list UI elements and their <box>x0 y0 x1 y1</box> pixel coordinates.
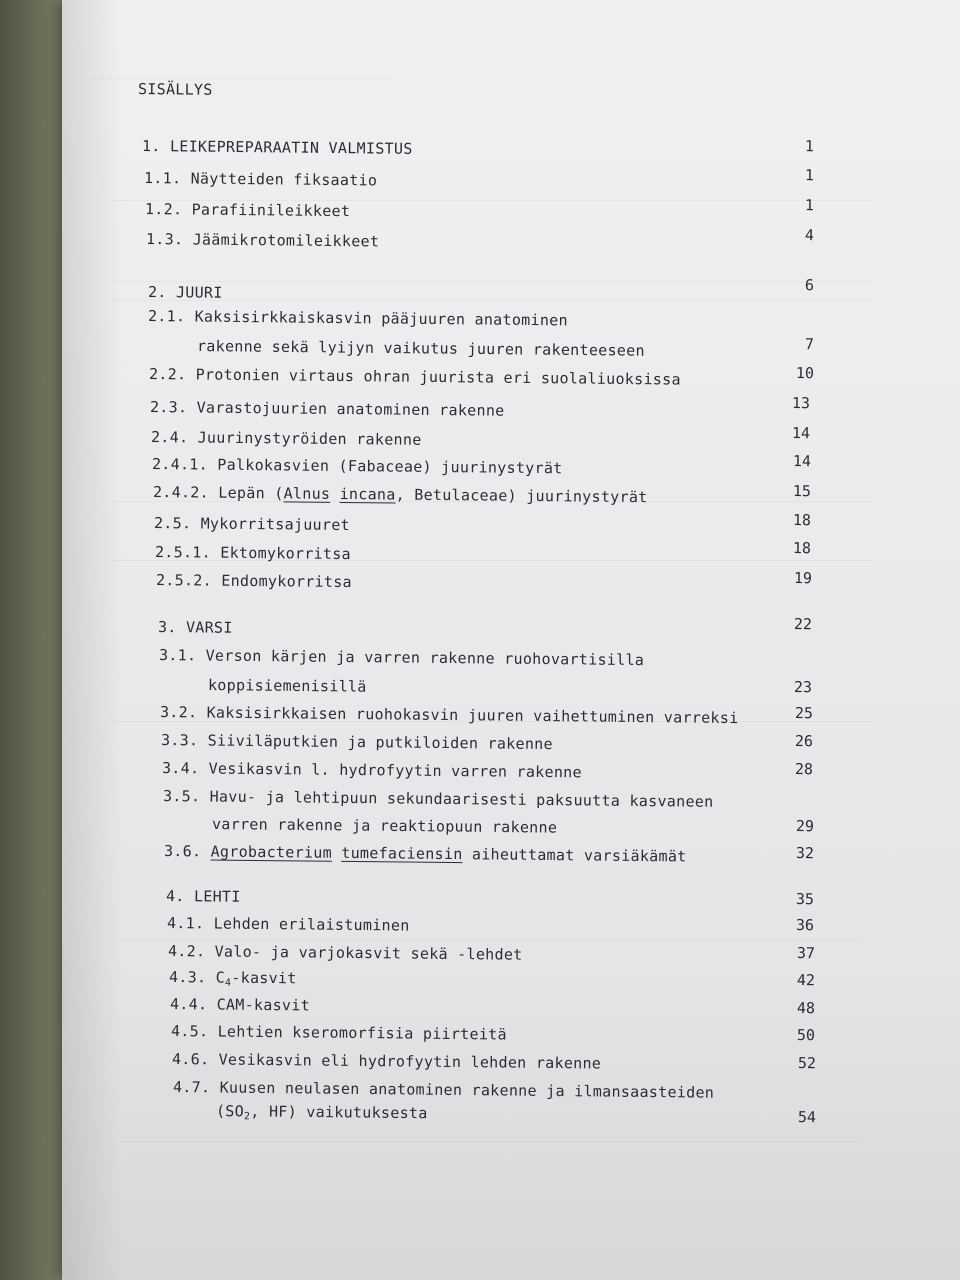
toc-page-number: 29 <box>795 817 814 836</box>
toc-entry-text: 4.6. Vesikasvin eli hydrofyytin lehden rakenne <box>171 1050 602 1073</box>
toc-entry-text: 2.2. Protonien virtaus ohran juurista eri suolaliuoksissa <box>148 365 681 389</box>
toc-entry-text: 4.1. Lehden erilaistuminen <box>166 914 410 935</box>
toc-entry-text: 3.4. Vesikasvin l. hydrofyytin varren rakenne <box>161 759 582 782</box>
toc-page-number: 7 <box>804 335 815 354</box>
taxon-name: Agrobacterium <box>210 842 333 862</box>
taxon-name: Alnus <box>283 484 331 503</box>
toc-entry-text: 3.3. Siiviläputkien ja putkiloiden rakenne <box>160 731 553 754</box>
toc-entry-text: 3.2. Kaksisirkkaisen ruohokasvin juuren vaihettuminen varreksi <box>159 703 739 728</box>
toc-entry-text: 1. LEIKEPREPARAATIN VALMISTUS <box>141 137 413 158</box>
toc-page-number: 10 <box>795 364 815 383</box>
toc-entry <box>156 571 352 591</box>
toc-page-number: 54 <box>797 1108 816 1127</box>
toc-entry <box>212 815 557 837</box>
toc-page-number: 14 <box>792 424 811 443</box>
taxon-name: incana <box>339 484 396 504</box>
toc-page-number: 26 <box>794 732 813 751</box>
toc-entry-text <box>330 485 340 503</box>
toc-entry <box>146 230 379 250</box>
toc-entry-text: -kasvit <box>231 968 297 988</box>
toc-page-number: 36 <box>796 916 815 935</box>
toc-entry <box>148 283 223 302</box>
toc-entry <box>167 914 410 935</box>
toc-entry-text: rakenne sekä lyijyn vaikutus juuren rakenteeseen <box>196 337 645 360</box>
toc-entry-text: 2.5. Mykorritsajuuret <box>153 514 351 535</box>
toc-page-number: 50 <box>797 1026 816 1045</box>
toc-page-number: 19 <box>793 569 812 588</box>
toc-page-number: 23 <box>794 678 813 697</box>
toc-entry-text: 2.3. Varastojuurien anatominen rakenne <box>149 398 505 420</box>
toc-page-number: 1 <box>804 196 815 215</box>
toc-entry <box>208 676 367 696</box>
subscript: 4 <box>224 977 232 989</box>
toc-heading: SISÄLLYS <box>137 80 213 99</box>
toc-entry-text: varren rakenne ja reaktiopuun rakenne <box>211 815 558 837</box>
toc-entry-text: 1.3. Jäämikrotomileikkeet <box>145 230 380 251</box>
toc-entry-text: 3.1. Verson kärjen ja varren rakenne ruohovartisilla <box>158 646 645 670</box>
toc-entry-text: 2. JUURI <box>147 283 223 302</box>
toc-page-number: 35 <box>795 890 815 909</box>
toc-entry <box>171 1022 507 1044</box>
toc-entry <box>153 483 648 506</box>
toc-page-number: 32 <box>795 844 814 863</box>
toc-entry <box>216 1102 428 1124</box>
subscript: 2 <box>243 1111 251 1123</box>
toc-page-number: 14 <box>792 452 811 471</box>
toc-page-number: 1 <box>804 166 815 185</box>
toc-entry-text: 2.5.1. Ektomykorritsa <box>154 543 352 564</box>
toc-entry <box>158 618 233 637</box>
toc-entry-text: aiheuttamat varsiäkämät <box>462 845 687 866</box>
toc-entry <box>155 543 351 563</box>
toc-entry-text: 4.7. Kuusen neulasen anatominen rakenne ja ilmansaasteiden <box>172 1078 715 1102</box>
toc-entry-text: 1.1. Näytteiden fiksaatio <box>143 169 378 190</box>
toc-entry-text: koppisiemenisillä <box>207 676 367 696</box>
toc-page-number: 15 <box>792 482 811 501</box>
toc-entry <box>151 428 422 449</box>
toc-entry-text: , HF) vaikutuksesta <box>250 1102 428 1123</box>
toc-entry <box>144 169 377 189</box>
toc-entry-text: (SO <box>215 1102 245 1121</box>
toc-entry-text: 4. LEHTI <box>165 887 241 906</box>
toc-entry-text: 2.4.2. Lepän ( <box>152 483 284 503</box>
toc-entry <box>170 995 310 1014</box>
toc-entry-text: 3.6. <box>163 842 211 861</box>
toc-entry <box>166 887 241 906</box>
toc-page-number: 48 <box>796 999 816 1018</box>
toc-entry-text: 4.5. Lehtien kseromorfisia piirteitä <box>170 1022 507 1044</box>
toc-page-number: 25 <box>794 704 813 723</box>
toc-entry <box>154 514 350 534</box>
toc-page-number: 1 <box>804 137 815 156</box>
toc-entry <box>145 200 350 220</box>
toc-page-number: 52 <box>797 1054 816 1073</box>
toc-entry <box>164 842 687 865</box>
toc-entry <box>161 731 553 753</box>
toc-entry <box>162 759 582 781</box>
toc-entry-text: 2.1. Kaksisirkkaiskasvin pääjuuren anatominen <box>147 307 568 330</box>
toc-entry-text: 1.2. Parafiinileikkeet <box>144 200 351 221</box>
toc-page-number: 13 <box>791 394 811 413</box>
toc-page-number: 28 <box>794 760 814 779</box>
toc-entry-text: 2.4.1. Palkokasvien (Fabaceae) juurinystyrät <box>151 455 563 478</box>
toc-page-number: 18 <box>792 511 812 530</box>
toc-entry-text: 2.5.2. Endomykorritsa <box>155 571 353 592</box>
toc-entry <box>169 968 297 989</box>
toc-entry-text: 3. VARSI <box>157 618 233 637</box>
toc-entry <box>163 787 714 811</box>
toc-page-number: 42 <box>796 971 815 990</box>
toc-entry <box>142 137 413 158</box>
toc-page-number: 22 <box>793 615 812 634</box>
toc-entry <box>150 398 505 420</box>
document-page <box>62 0 960 1280</box>
toc-page-number: 6 <box>804 276 815 295</box>
toc-entry-text: , Betulaceae) juurinystyrät <box>395 485 648 507</box>
toc-entry-text: 4.3. C <box>168 968 226 987</box>
toc-entry-text: 4.2. Valo- ja varjokasvit sekä -lehdet <box>167 942 523 964</box>
toc-page-number: 37 <box>796 944 815 963</box>
toc-entry-text: 2.4. Juurinystyröiden rakenne <box>150 428 422 449</box>
toc-entry-text: 3.5. Havu- ja lehtipuun sekundaarisesti paksuutta kasvaneen <box>162 787 714 811</box>
taxon-name: tumefaciensin <box>341 843 463 864</box>
toc-page-number: 18 <box>793 539 812 558</box>
toc-entry <box>168 942 523 964</box>
toc-page-number: 4 <box>804 226 815 245</box>
toc-entry-text: 4.4. CAM-kasvit <box>169 995 311 1015</box>
